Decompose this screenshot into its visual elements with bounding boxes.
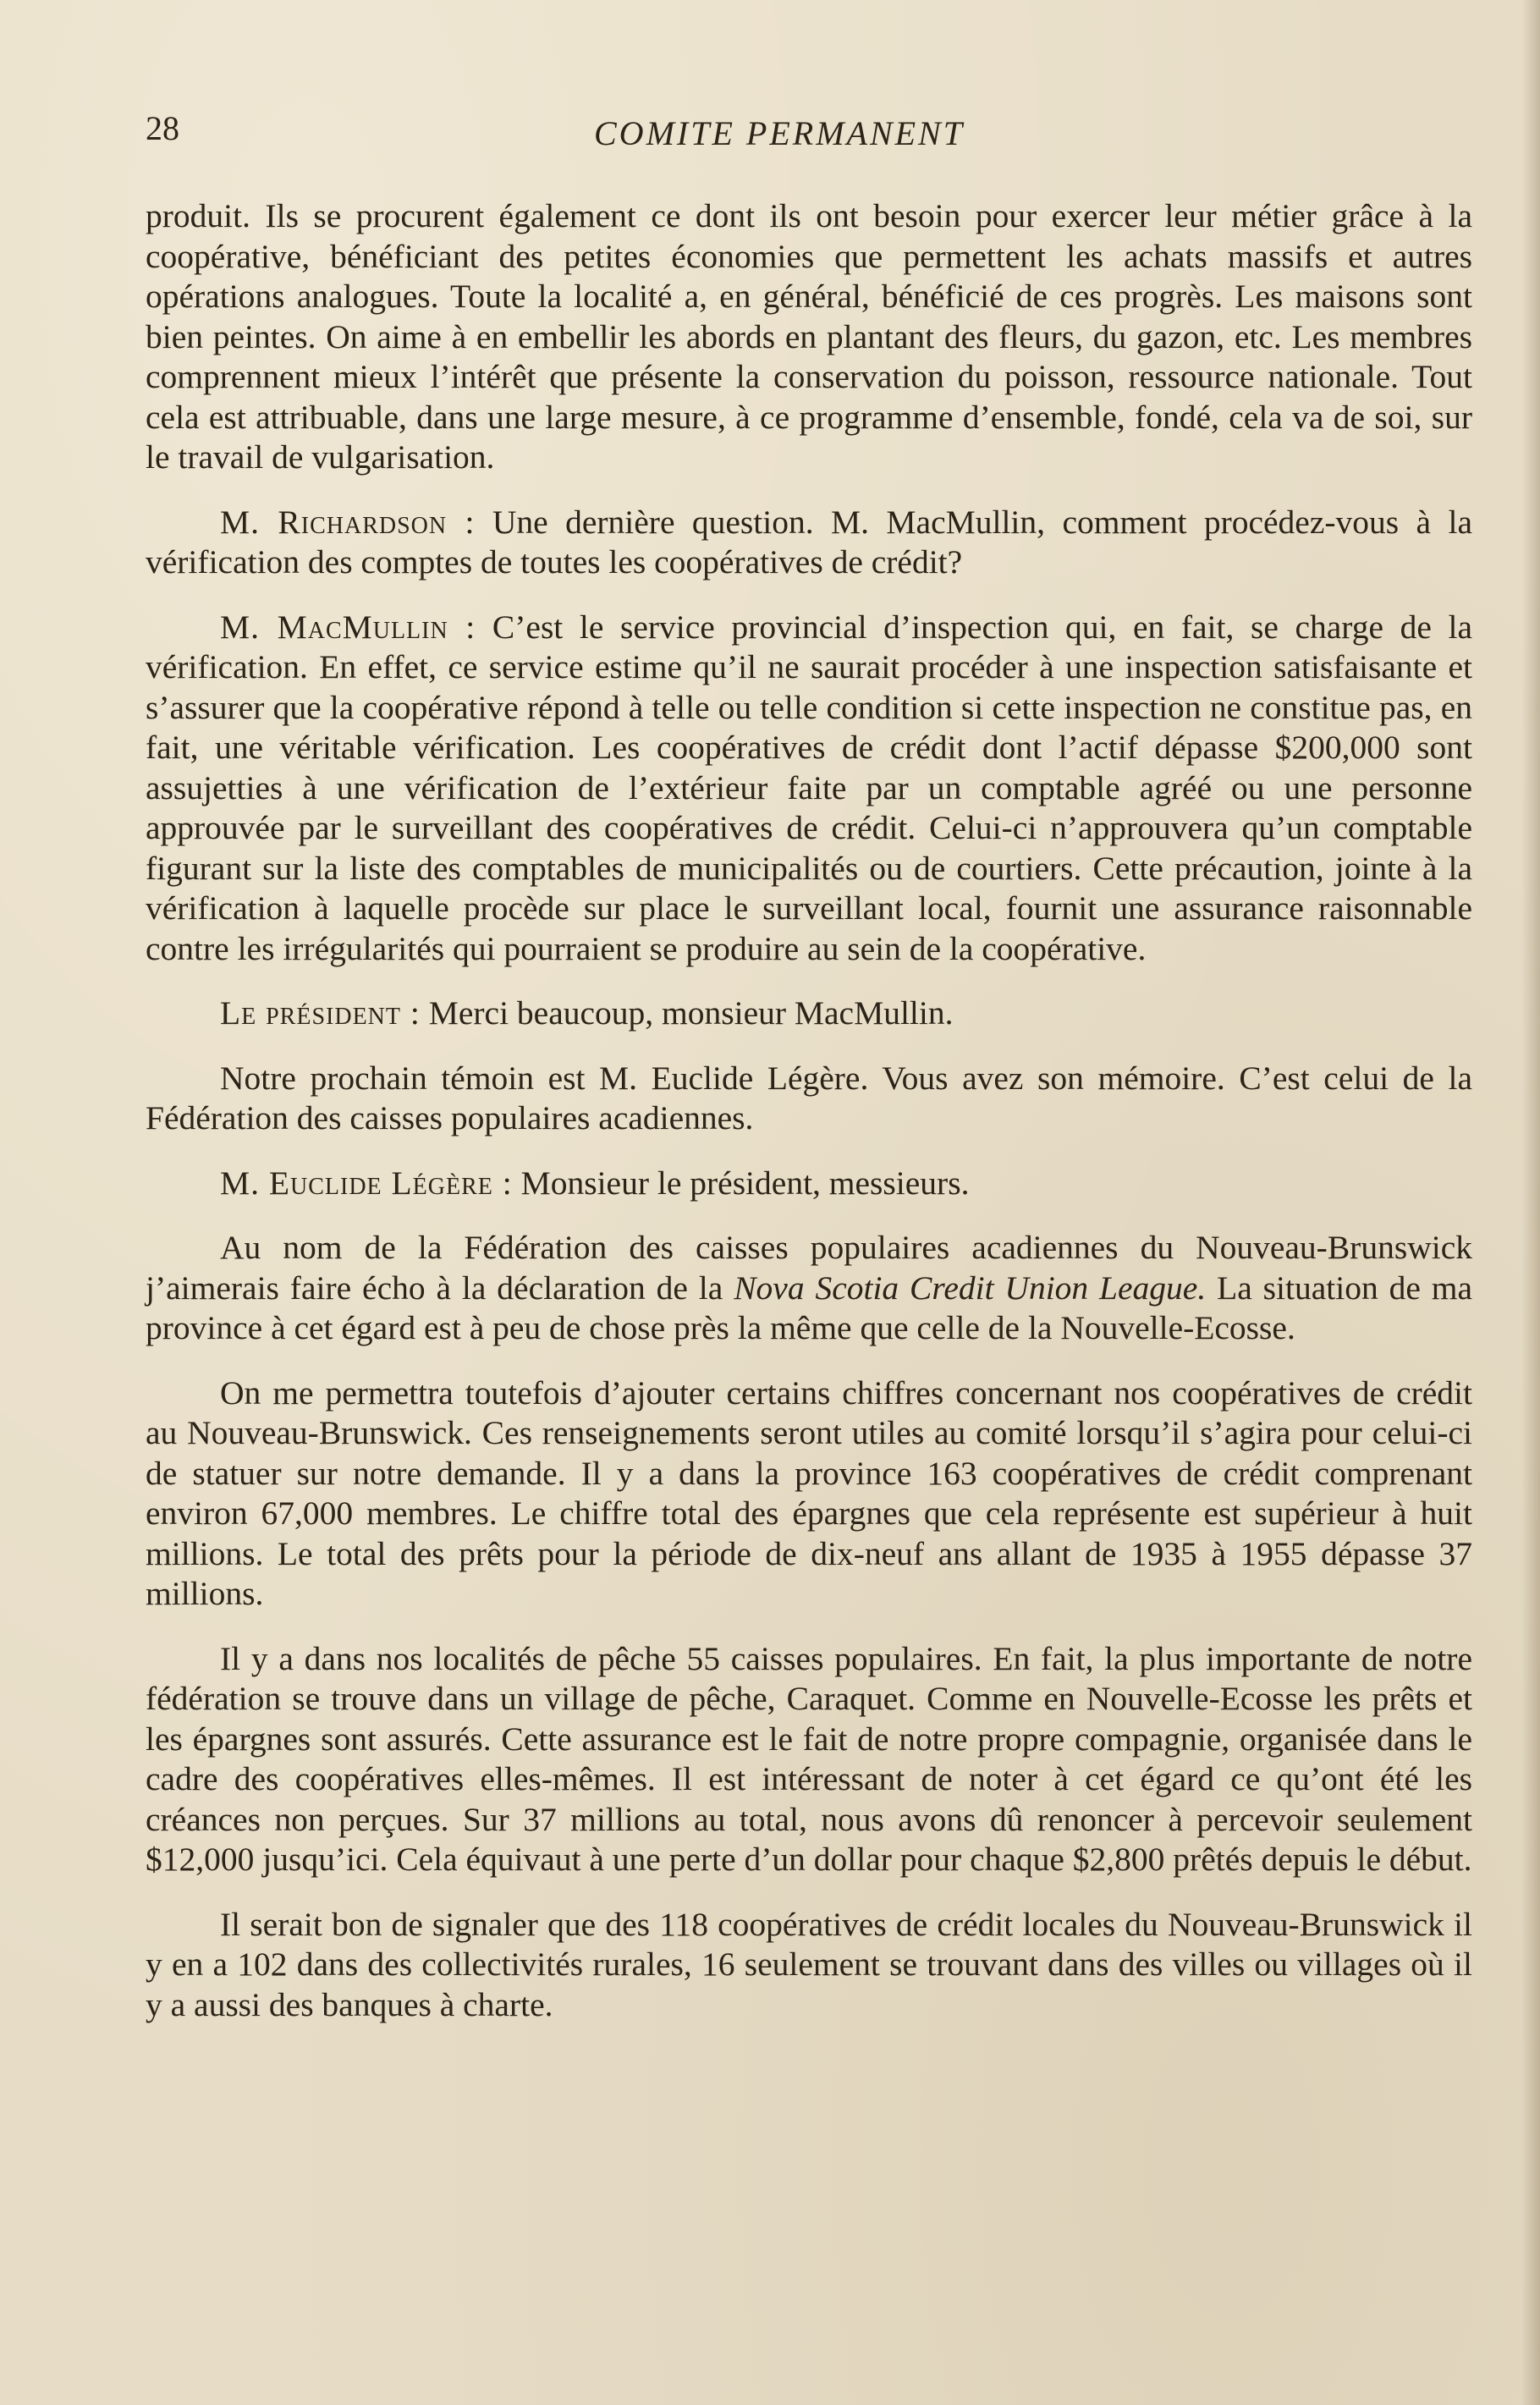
paragraph-text: C’est le service provincial d’inspection qui, en fait, se charge de la vérification. En effet, ce service estime qu’il ne saurait procéder à une inspection satisfaisante et s’assurer que la coopérative répond à telle ou telle condition si cette inspection ne constitue pas, en fait, une véritable vérification. Les coopératives de crédit dont l’actif dépasse $200,000 sont assujetties à une vérification de l’extérieur faite par un comptable agréé ou une personne approuvée par le surveillant des coopératives de crédit. Celui-ci n’approuvera qu’un comptable figurant sur la liste des comptables de municipalités ou de courtiers. Cette précaution, jointe à la vérification à laquelle procède sur place le surveillant local, fournit une assurance raisonnable contre les irrégularités qui pourraient se produire au sein de la coopérative. [146,608,1473,967]
paragraph-9 [146,1639,1472,1880]
paragraph-text: On me permettra toutefois d’ajouter certains chiffres concernant nos coopératives de crédit au Nouveau-Brunswick. Ces renseignements seront utiles au comité lorsqu’il s’agira pour celui-ci de statuer sur notre demande. Il y a dans la province 163 coopératives de crédit comprenant environ 67,000 membres. Le chiffre total des épargnes que cela représente est supérieur à huit millions. Le total des prêts pour la période de dix-neuf ans allant de 1935 à 1955 dépasse 37 millions. [146,1373,1472,1612]
paragraph-10 [146,1905,1472,2026]
paragraph-3 [146,608,1472,970]
paragraph-8 [146,1373,1472,1615]
paragraph-text: Notre prochain témoin est M. Euclide Légère. Vous avez son mémoire. C’est celui de la Fédération des caisses populaires acadiennes. [146,1059,1472,1136]
running-title: COMITE PERMANENT [594,114,965,152]
paragraph-1 [146,196,1472,478]
italic-organization-name: Nova Scotia Credit Union League. [734,1269,1207,1307]
speaker-label: M. Euclide Légère : [220,1164,513,1202]
running-head [146,108,1466,159]
paragraph-text: Monsieur le président, messieurs. [520,1164,970,1202]
paragraph-4 [146,993,1472,1034]
paragraph-text: produit. Ils se procurent également ce dont ils ont besoin pour exercer leur métier grâce à la coopérative, bénéficiant des petites économies que permettent les achats massifs et autres opérations analogues. Toute la localité a, en général, bénéficié de ces progrès. Les maisons sont bien peintes. On aime à en embellir les abords en plantant des fleurs, du gazon, etc. Les membres comprennent mieux l’intérêt que présente la conservation du poisson, ressource nationale. Tout cela est attribuable, dans une large mesure, à ce programme d’ensemble, fondé, cela va de soi, sur le travail de vulgarisation. [146,197,1472,476]
paragraph-6 [146,1164,1472,1204]
paragraph-text: Il y a dans nos localités de pêche 55 caisses populaires. En fait, la plus importante de notre fédération se trouve dans un village de pêche, Caraquet. Comme en Nouvelle-Ecosse les prêts et les épargnes sont assurés. Cette assurance est le fait de notre propre compagnie, organisée dans le cadre des coopératives elles-mêmes. Il est intéressant de noter à cet égard ce qu’ont été les créances non perçues. Sur 37 millions au total, nous avons dû renoncer à percevoir seulement $12,000 jusqu’ici. Cela équivaut à une perte d’un dollar pour chaque $2,800 prêtés depuis le début. [146,1639,1472,1878]
page-edge-shadow [1521,0,1540,2405]
body-text [146,196,1472,2050]
paragraph-5 [146,1059,1472,1139]
paragraph-7 [146,1228,1472,1349]
paragraph-text: Au nom de la Fédération des caisses populaires acadiennes du Nouveau-Brunswick j’aimerais faire écho à la déclaration de la [146,1229,1472,1307]
speaker-label: M. MacMullin : [220,608,476,646]
paragraph-text: Une dernière question. M. MacMullin, comment procédez-vous à la vérification des comptes de toutes les coopératives de crédit? [146,503,1472,581]
paragraph-text: La situation de ma province à cet égard est à peu de chose près la même que celle de la Nouvelle-Ecosse. [146,1269,1472,1346]
page-number: 28 [146,109,179,147]
speaker-label: M. Richardson : [220,503,476,541]
paragraph-text: Il serait bon de signaler que des 118 coopératives de crédit locales du Nouveau-Brunswick il y en a 102 dans des collectivités rurales, 16 seulement se trouvant dans des villes ou villages où il y a aussi des banques à charte. [146,1905,1472,2023]
paragraph-text: Merci beaucoup, monsieur MacMullin. [428,994,954,1032]
paragraph-2 [146,503,1472,583]
speaker-label: Le président : [220,994,421,1032]
